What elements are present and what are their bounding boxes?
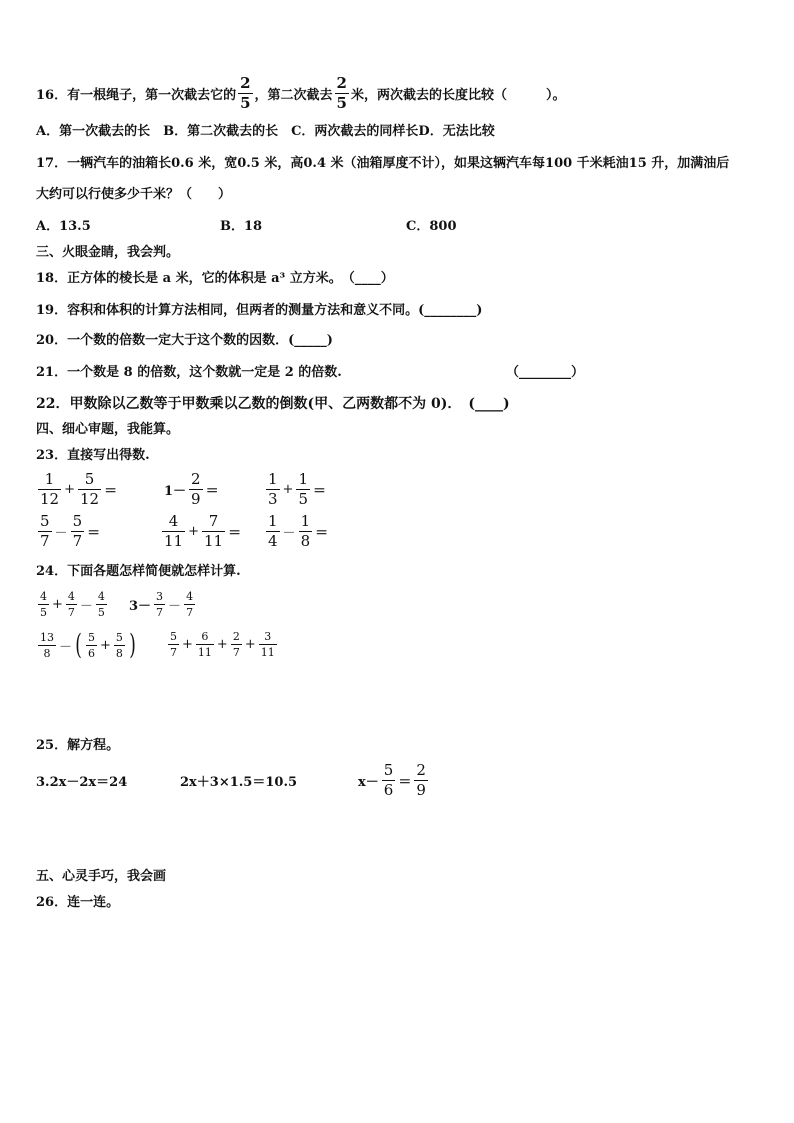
q16-suffix: 米，两次截去的长度比较（ ）。 bbox=[350, 88, 566, 103]
q17-line-1: 17．一辆汽车的油箱长0.6 米，宽0.5 米，高0.4 米（油箱厚度不计），如果这辆汽车每100 千米耗油15 升，加满油后 bbox=[36, 156, 730, 171]
question-22: 22．甲数除以乙数等于甲数乘以乙数的倒数(甲、乙两数都不为 0)． (____) bbox=[36, 396, 510, 412]
q23-item-3: $\frac{1}{3}$ + $\frac{1}{5}$ ＝ bbox=[268, 470, 327, 508]
q16-mid: ，第二次截去 bbox=[254, 88, 333, 103]
q17-option-a: A．13.5 bbox=[36, 219, 91, 234]
question-16 bbox=[36, 76, 566, 111]
q16-fraction-1: $\frac{2}{5}$ bbox=[240, 74, 251, 112]
q25-equation-3: x－ $\frac{5}{6}$ ＝ $\frac{2}{9}$ bbox=[358, 761, 426, 799]
section-4-heading: 四、细心审题，我能算。 bbox=[36, 422, 180, 437]
section-3-heading: 三、火眼金睛，我会判。 bbox=[36, 245, 180, 260]
q17-option-c: C．800 bbox=[406, 219, 457, 234]
q23-title: 23．直接写出得数. bbox=[36, 448, 150, 463]
q24-title: 24．下面各题怎样简便就怎样计算. bbox=[36, 564, 241, 579]
question-20: 20．一个数的倍数一定大于这个数的因数．(_____) bbox=[36, 333, 333, 348]
section-5-heading: 五、心灵手巧，我会画 bbox=[36, 869, 167, 884]
question-21: 21．一个数是 8 的倍数，这个数就一定是 2 的倍数. bbox=[36, 365, 342, 380]
q21-answer-blank: （________） bbox=[506, 365, 585, 380]
q24-expression-3: $\frac{13}{8}$ － ( $\frac{5}{6}$ + $\frac{5}{8}$ ) bbox=[40, 628, 136, 661]
q23-item-2: 1－ $\frac{2}{9}$ ＝ bbox=[164, 470, 219, 508]
q25-title: 25．解方程。 bbox=[36, 738, 120, 753]
q17-option-b: B．18 bbox=[220, 219, 263, 234]
q25-equation-2: 2x＋3×1.5＝10.5 bbox=[180, 775, 298, 790]
question-19: 19．容积和体积的计算方法相同，但两者的测量方法和意义不同。(________) bbox=[36, 303, 483, 318]
question-26: 26．连一连。 bbox=[36, 895, 120, 910]
q16-fraction-2: $\frac{2}{5}$ bbox=[336, 74, 347, 112]
q23-item-5: $\frac{4}{11}$ + $\frac{7}{11}$ ＝ bbox=[164, 512, 242, 550]
question-18: 18．正方体的棱长是 a 米，它的体积是 a³ 立方米。 （____） bbox=[36, 271, 394, 286]
q23-item-1: $\frac{1}{12}$ + $\frac{5}{12}$ ＝ bbox=[40, 470, 118, 508]
q23-item-4: $\frac{5}{7}$ － $\frac{5}{7}$ ＝ bbox=[40, 512, 101, 550]
q23-item-6: $\frac{1}{4}$ － $\frac{1}{8}$ ＝ bbox=[268, 512, 329, 550]
q24-expression-4: $\frac{5}{7}$ + $\frac{6}{11}$ + $\frac{2}{7}$ + $\frac{3}{11}$ bbox=[170, 630, 275, 659]
q16-prefix: 16．有一根绳子，第一次截去它的 bbox=[36, 88, 237, 103]
q17-line-2: 大约可以行使多少千米？（ ） bbox=[36, 187, 232, 202]
q16-options: A．第一次截去的长 B．第二次截去的长 C．两次截去的同样长D．无法比较 bbox=[36, 124, 495, 139]
q24-expression-1: $\frac{4}{5}$ + $\frac{4}{7}$ － $\frac{4}{5}$ bbox=[40, 590, 105, 619]
q25-equation-1: 3.2x－2x＝24 bbox=[36, 775, 128, 790]
q24-expression-2: 3－ $\frac{3}{7}$ － $\frac{4}{7}$ bbox=[129, 590, 194, 619]
